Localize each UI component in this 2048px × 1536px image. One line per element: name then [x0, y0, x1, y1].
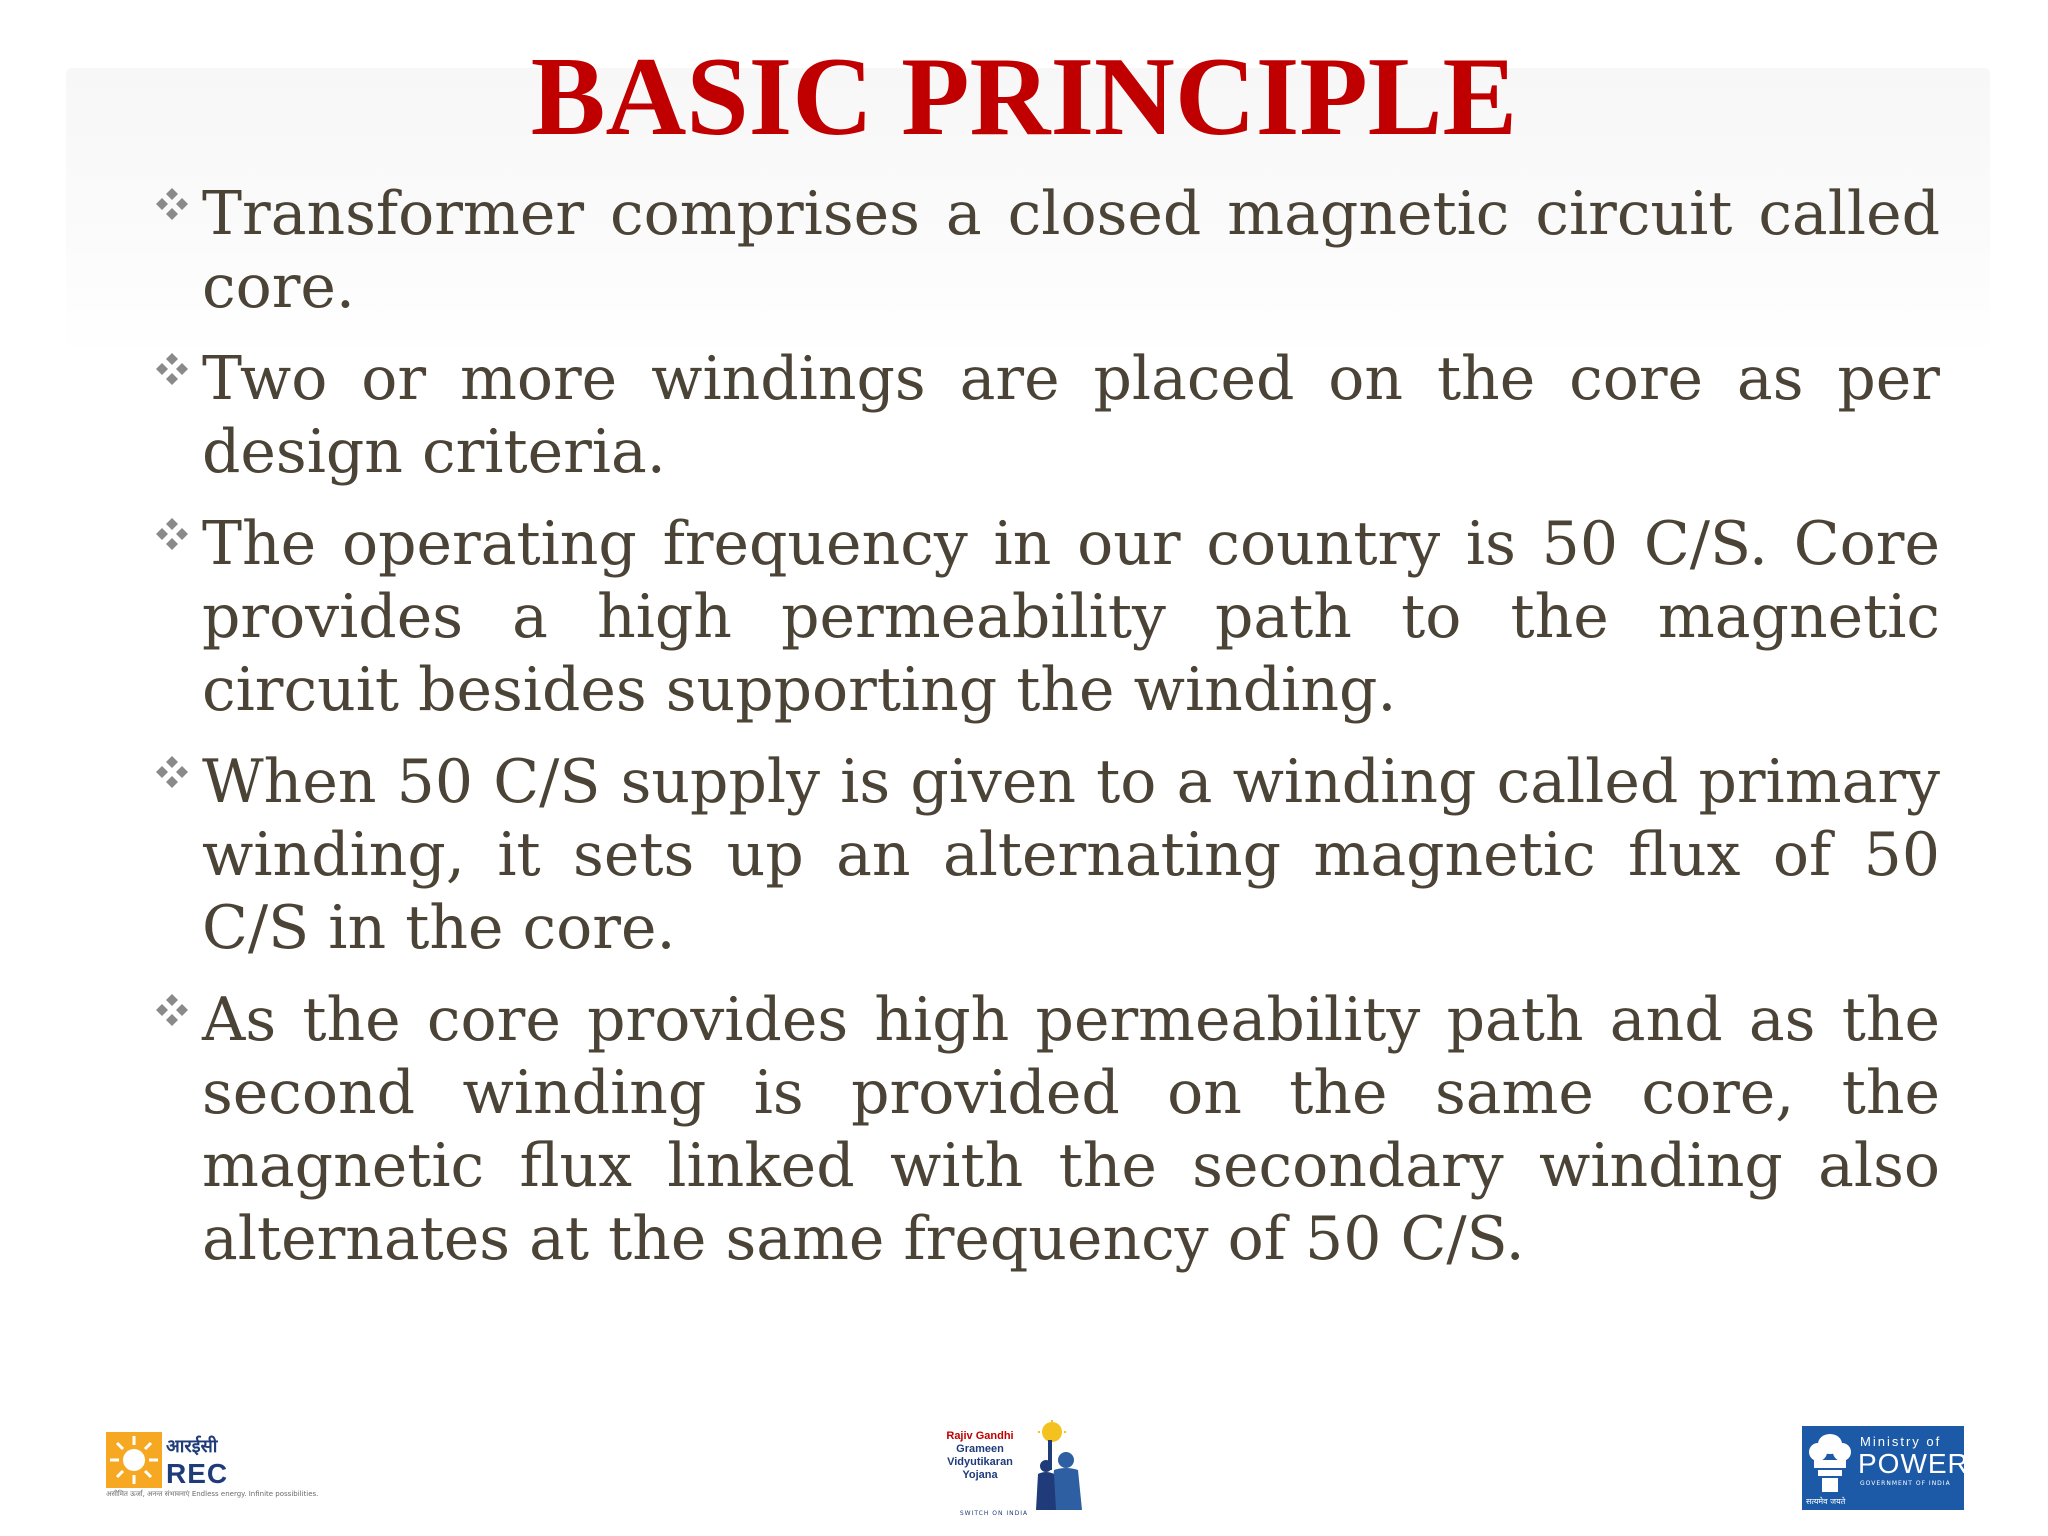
ministry-of-power-logo — [1802, 1426, 1969, 1510]
rggvy-line-4: Yojana — [962, 1469, 998, 1481]
bullet-list — [150, 178, 1940, 1295]
bullet-text: Transformer comprises a closed magnetic circuit called core. — [202, 179, 1940, 322]
rec-name: REC — [166, 1458, 229, 1489]
rggvy-tagline: SWITCH ON INDIA — [959, 1510, 1029, 1517]
four-diamond-bullet-icon — [154, 351, 206, 395]
bullet-item-3 — [150, 508, 1940, 727]
ministry-line-2: POWER — [1858, 1448, 1969, 1479]
bullet-text: As the core provides high permeability path and as the second winding is provided on the same core, the magnetic flux linked with the secondary winding also alternates at the same frequency of 50 C/S. — [202, 985, 1940, 1274]
ministry-line-3: GOVERNMENT OF INDIA — [1860, 1480, 1951, 1487]
rec-tagline: असीमित ऊर्जा, अनन्त संभावनाएं Endless energy. Infinite possibilities. — [106, 1490, 319, 1498]
four-diamond-bullet-icon — [154, 754, 206, 798]
rggvy-line-1: Rajiv Gandhi — [946, 1430, 1014, 1442]
rec-hindi-name: आरईसी — [166, 1436, 218, 1457]
rggvy-line-3: Vidyutikaran — [947, 1456, 1013, 1468]
bullet-text: The operating frequency in our country is 50 C/S. Core provides a high permeability path to the magnetic circuit besides supporting the winding. — [202, 509, 1940, 725]
rec-logo — [106, 1430, 319, 1504]
four-diamond-bullet-icon — [154, 186, 206, 230]
rggvy-line-2: Grameen — [956, 1443, 1004, 1455]
ministry-line-1: Ministry of — [1860, 1434, 1942, 1449]
sun-icon — [106, 1432, 162, 1488]
rggvy-figure-icon — [1022, 1420, 1098, 1512]
emblem-icon — [1806, 1430, 1854, 1496]
bullet-item-1 — [150, 178, 1940, 324]
bullet-item-4 — [150, 746, 1940, 965]
bullet-text: When 50 C/S supply is given to a winding called primary winding, it sets up an alternating magnetic flux of 50 C/S in the core. — [202, 747, 1940, 963]
bullet-item-5 — [150, 984, 1940, 1276]
bullet-item-2 — [150, 343, 1940, 489]
ministry-hindi-motto: सत्यमेव जयते — [1806, 1497, 1846, 1506]
slide-title: BASIC PRINCIPLE — [530, 35, 1518, 159]
rggvy-logo — [944, 1420, 1100, 1522]
four-diamond-bullet-icon — [154, 516, 206, 560]
four-diamond-bullet-icon — [154, 992, 206, 1036]
bullet-text: Two or more windings are placed on the core as per design criteria. — [202, 344, 1940, 487]
rggvy-name — [944, 1430, 1016, 1482]
